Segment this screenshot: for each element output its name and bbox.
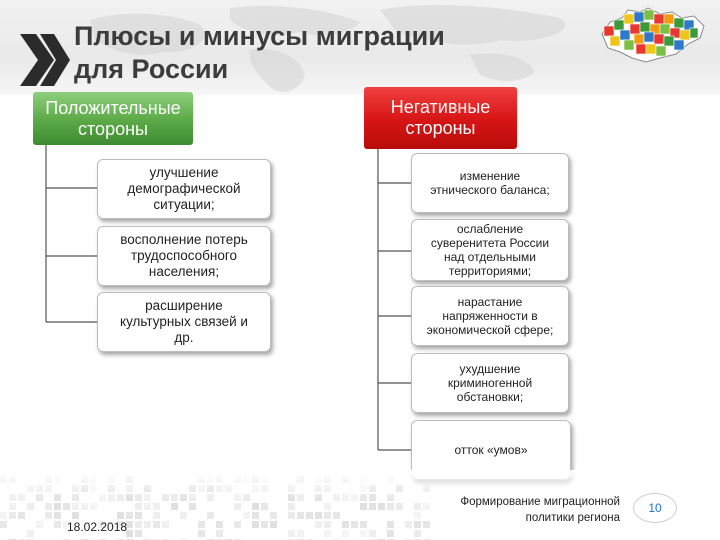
- russia-map-icon: [596, 4, 708, 66]
- item-line: экономической сфере;: [426, 323, 554, 337]
- item-line: демографической: [127, 181, 241, 196]
- page-title: [74, 20, 544, 86]
- positive-item: [97, 292, 271, 352]
- negative-header-line-1: Негативные: [390, 97, 491, 117]
- slide-date: 18.02.2018: [67, 520, 128, 534]
- footer-line-2: политики региона: [525, 512, 620, 524]
- negative-header: [364, 87, 517, 149]
- negative-item: [411, 219, 569, 281]
- item-line: улучшение: [149, 165, 219, 180]
- item-line: населения;: [148, 264, 220, 279]
- positive-item: [97, 159, 271, 219]
- item-line: восполнение потерь: [120, 232, 248, 247]
- item-line: обстановки;: [456, 390, 524, 404]
- chevron-double-icon: [18, 30, 70, 90]
- item-line: расширение: [145, 298, 223, 313]
- footer-line-1: Формирование миграционной: [460, 496, 620, 508]
- negative-item: [411, 286, 569, 346]
- positive-header-line-1: Положительные: [45, 97, 181, 118]
- item-line: криминогенной: [447, 376, 533, 390]
- item-line: культурных связей и: [120, 314, 248, 329]
- item-line: над отдельными: [444, 250, 536, 264]
- positive-item: [97, 226, 271, 286]
- item-line: суверенитета России: [430, 236, 550, 250]
- item-line: ситуации;: [153, 197, 215, 212]
- item-line: отток «умов»: [454, 443, 528, 457]
- item-line: ослабление: [456, 222, 524, 236]
- item-line: нарастание: [457, 295, 523, 309]
- positive-header-line-2: стороны: [78, 118, 148, 139]
- title-line-2: для России: [74, 54, 229, 84]
- item-line: территориями;: [448, 264, 532, 278]
- positive-header: [33, 92, 193, 145]
- negative-item: [411, 153, 569, 213]
- item-line: др.: [174, 330, 194, 345]
- page-number: 10: [633, 493, 677, 523]
- item-line: этнического баланса;: [430, 183, 550, 197]
- item-line: ухудшение: [459, 362, 521, 376]
- item-line: трудоспособного: [130, 248, 238, 263]
- negative-header-line-2: стороны: [405, 118, 476, 138]
- item-line: изменение: [459, 169, 521, 183]
- item-line: напряженности в: [442, 309, 538, 323]
- negative-item: [411, 353, 569, 413]
- footer-caption: [420, 494, 620, 526]
- title-line-1: Плюсы и минусы миграции: [74, 21, 445, 51]
